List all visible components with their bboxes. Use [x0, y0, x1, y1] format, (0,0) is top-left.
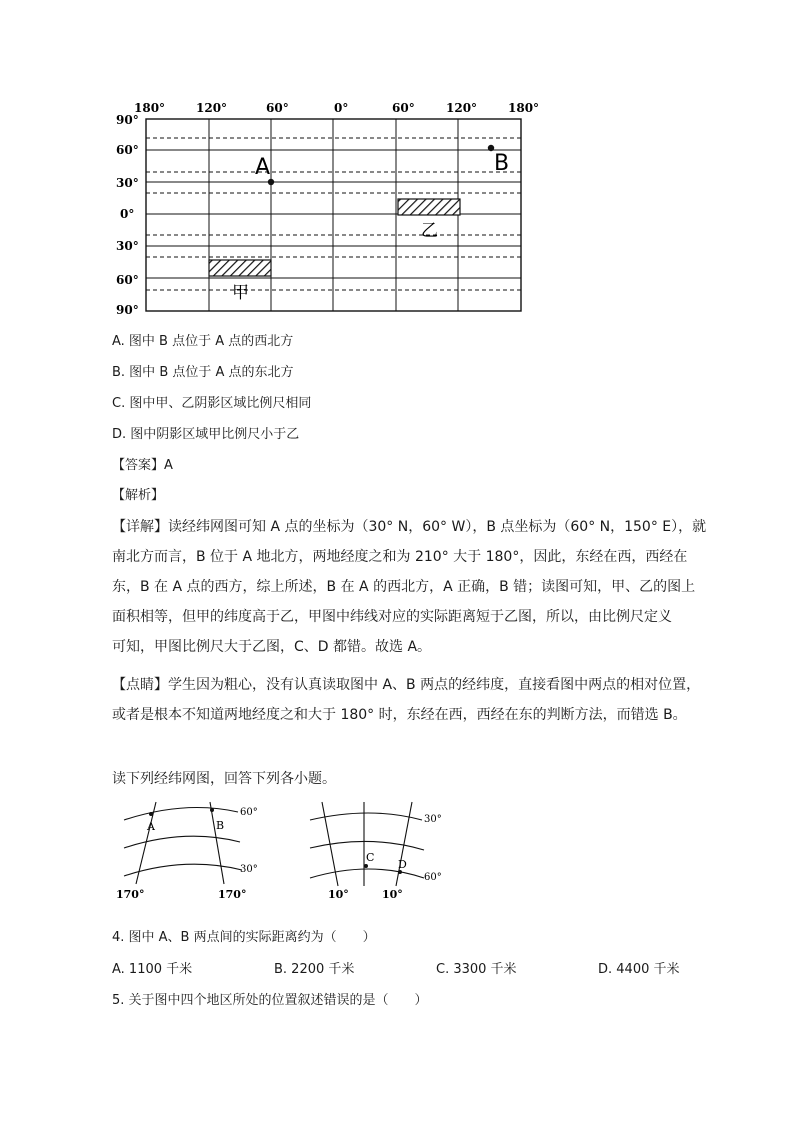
lat-label-60-n: 60° — [116, 143, 139, 157]
detail-line: 东，B 在 A 点的西方，综上所述，B 在 A 的西北方，A 正确，B 错；读图可知，甲、乙的图上 — [112, 579, 696, 595]
fig2-point-a: A — [147, 820, 155, 833]
fig2-point-b: B — [216, 819, 225, 832]
fig2-left-lon-right: 170° — [218, 888, 247, 901]
option-b: B. 图中 B 点位于 A 点的东北方 — [112, 365, 294, 380]
analysis-heading: 【解析】 — [112, 488, 165, 503]
point-a-dot-small — [149, 812, 153, 816]
point-b-dot-small — [210, 808, 214, 812]
answer-line: 【答案】A — [112, 458, 173, 473]
fig2-point-c: C — [366, 851, 375, 864]
question-4: 4. 图中 A、B 两点间的实际距离约为（ ） — [112, 930, 376, 945]
option-a: A. 图中 B 点位于 A 点的西北方 — [112, 334, 294, 349]
option-c: C. 图中甲、乙阴影区域比例尺相同 — [112, 396, 312, 411]
point-c-dot — [364, 864, 368, 868]
graticule-figure-left — [110, 798, 270, 906]
graticule-figure-right — [300, 798, 460, 906]
lon-label-60-right: 60° — [392, 101, 415, 115]
question-5: 5. 关于图中四个地区所处的位置叙述错误的是（ ） — [112, 993, 428, 1008]
fig2-right-lat-top: 30° — [424, 814, 442, 825]
lat-lon-grid-figure — [108, 92, 540, 317]
lat-label-30-s: 30° — [116, 239, 139, 253]
detail-line: 南北方而言，B 位于 A 地北方，两地经度之和为 210° 大于 180°，因此，东经在西，西经在 — [112, 549, 688, 565]
detail-line: 面积相等，但甲的纬度高于乙，甲图中纬线对应的实际距离短于乙图，所以，由比例尺定义 — [112, 609, 672, 625]
fig2-left-lat-bottom: 30° — [240, 864, 258, 875]
fig2-left-lat-top: 60° — [240, 807, 258, 818]
fig2-right-lat-bottom: 60° — [424, 872, 442, 883]
fig2-right-lon-right: 10° — [382, 888, 403, 901]
fig2-left-lon-left: 170° — [116, 888, 145, 901]
lat-label-90-bottom: 90° — [116, 303, 139, 317]
lon-label-180-right: 180° — [508, 101, 540, 115]
region-jia-hatch — [209, 260, 271, 276]
point-b-label: B — [494, 151, 510, 176]
detail-line: 【详解】读经纬网图可知 A 点的坐标为（30° N，60° W），B 点坐标为（60° N，150° E），就 — [112, 519, 707, 535]
tip-line: 【点睛】学生因为粗心，没有认真读取图中 A、B 两点的经纬度，直接看图中两点的相对位置， — [112, 677, 701, 693]
region-yi-hatch — [398, 199, 460, 215]
detail-line: 可知，甲图比例尺大于乙图，C、D 都错。故选 A。 — [112, 639, 432, 655]
lon-label-120-left: 120° — [196, 101, 228, 115]
q4-choice-d: D. 4400 千米 — [598, 962, 680, 977]
lon-label-180-left: 180° — [134, 101, 166, 115]
region-jia-label: 甲 — [232, 283, 249, 303]
lon-label-60-left: 60° — [266, 101, 289, 115]
tip-paragraph — [112, 670, 701, 730]
q4-choice-c: C. 3300 千米 — [436, 962, 517, 977]
lat-label-0: 0° — [120, 207, 135, 221]
lat-label-90-top: 90° — [116, 113, 139, 127]
tip-line: 或者是根本不知道两地经度之和大于 180° 时，东经在西，西经在东的判断方法，而错选 B。 — [112, 707, 687, 723]
lon-label-0: 0° — [334, 101, 349, 115]
detail-paragraph — [112, 512, 707, 662]
region-yi-label: 乙 — [421, 221, 438, 241]
fig2-right-lon-left: 10° — [328, 888, 349, 901]
option-d: D. 图中阴影区域甲比例尺小于乙 — [112, 427, 300, 442]
fig2-point-d: D — [398, 858, 407, 871]
lon-label-120-right: 120° — [446, 101, 478, 115]
intro-text: 读下列经纬网图，回答下列各小题。 — [112, 771, 336, 787]
lat-label-30-n: 30° — [116, 176, 139, 190]
lat-label-60-s: 60° — [116, 273, 139, 287]
q4-choice-b: B. 2200 千米 — [274, 962, 355, 977]
point-a-label: A — [255, 155, 271, 180]
q4-choice-a: A. 1100 千米 — [112, 962, 193, 977]
